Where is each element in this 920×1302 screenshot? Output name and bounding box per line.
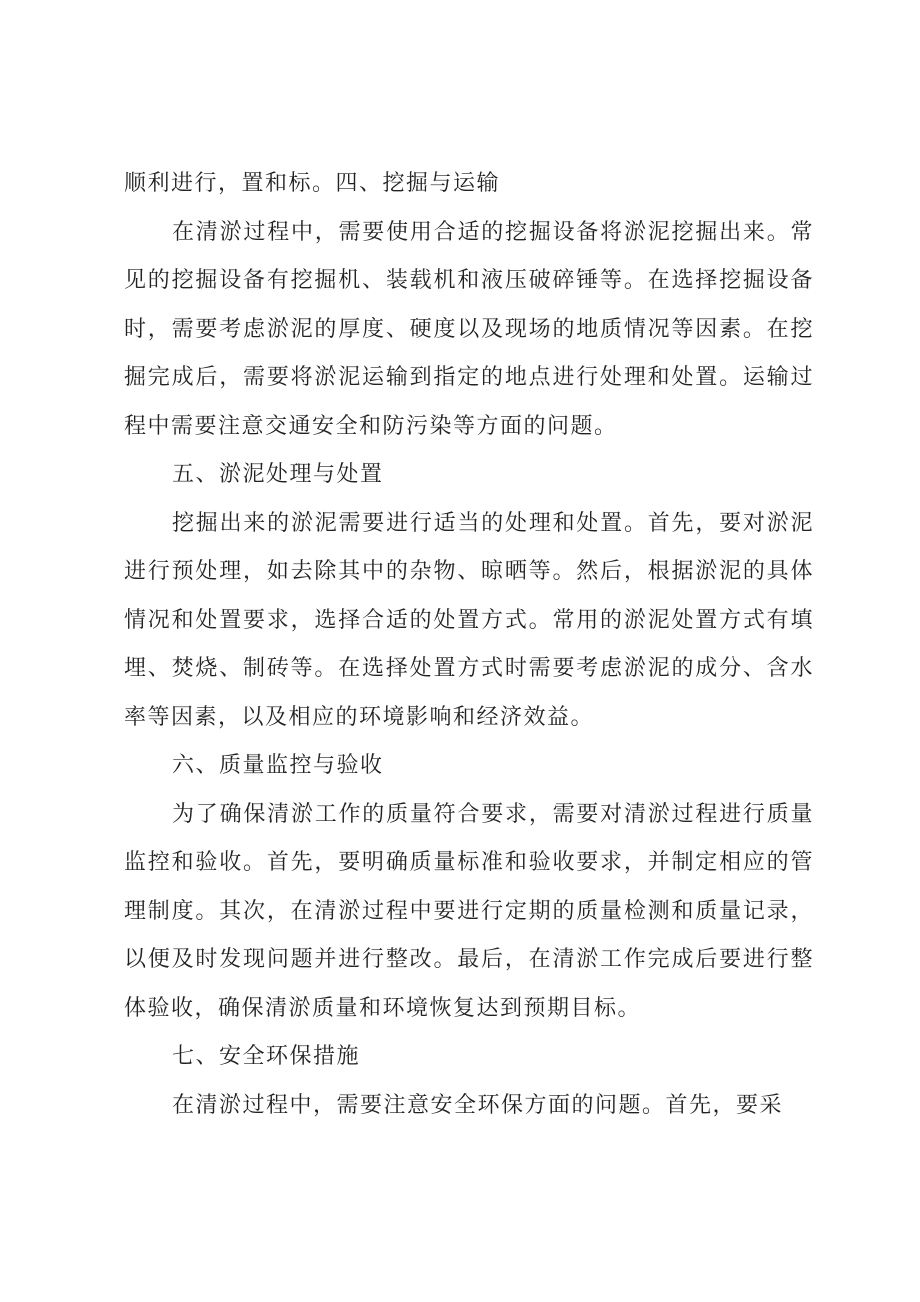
section-heading-5: 五、淤泥处理与处置 — [172, 462, 384, 487]
section-heading-6: 六、质量监控与验收 — [172, 753, 384, 778]
paragraph-safety: 在清淤过程中，需要注意安全环保方面的问题。首先，要采 — [172, 1092, 784, 1118]
paragraph-sludge-treatment: 挖掘出来的淤泥需要进行适当的处理和处置。首先，要对淤泥进行预处理，如去除其中的杂物、晾晒等。然后，根据淤泥的具体情况和处置要求，选择合适的处置方式。常用的淤泥处置方式有填埋、焚烧、制砖等。在选择处置方式时需要考虑淤泥的成分、含水率等因素，以及相应的环境影响和经济效益。 — [124, 510, 814, 730]
paragraph-excavation: 在清淤过程中，需要使用合适的挖掘设备将淤泥挖掘出来。常见的挖掘设备有挖掘机、装载机和液压破碎锤等。在选择挖掘设备时，需要考虑淤泥的厚度、硬度以及现场的地质情况等因素。在挖掘完成后，需要将淤泥运输到指定的地点进行处理和处置。运输过程中需要注意交通安全和防污染等方面的问题。 — [124, 219, 814, 439]
paragraph-continuation: 顺利进行，置和标。四、挖掘与运输 — [124, 171, 501, 196]
section-heading-7: 七、安全环保措施 — [172, 1044, 361, 1069]
document-body — [124, 160, 814, 1130]
paragraph-quality-control: 为了确保清淤工作的质量符合要求，需要对清淤过程进行质量监控和验收。首先，要明确质量标准和验收要求，并制定相应的管理制度。其次，在清淤过程中要进行定期的质量检测和质量记录，以便及时发现问题并进行整改。最后，在清淤工作完成后要进行整体验收，确保清淤质量和环境恢复达到预期目标。 — [124, 801, 814, 1021]
